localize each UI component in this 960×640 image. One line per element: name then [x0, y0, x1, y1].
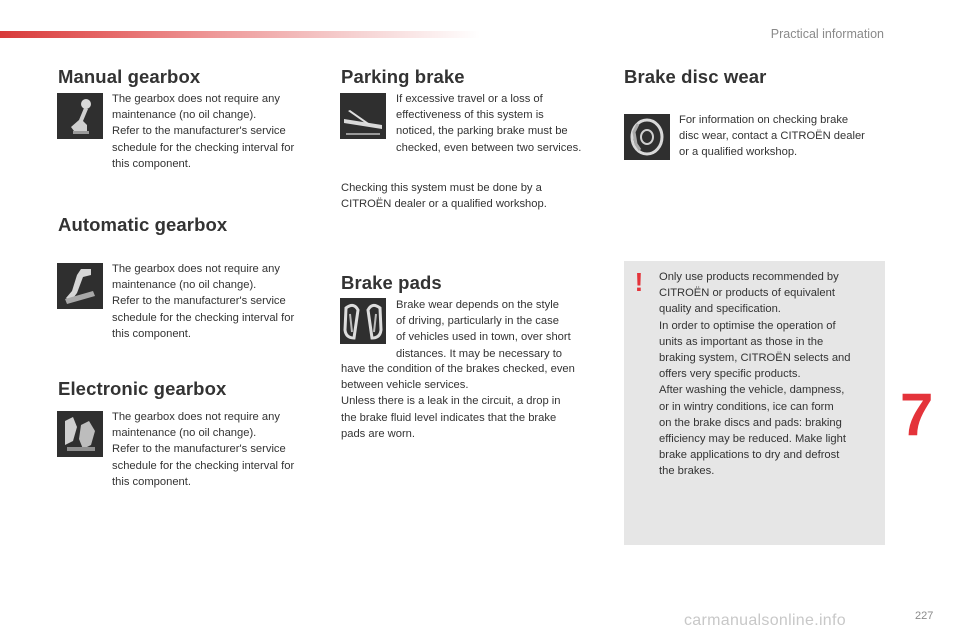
manual-gearbox-text: The gearbox does not require any maintenance (no oil change). Refer to the manufacturer's service schedule for the checking interval for this component. [112, 93, 295, 170]
parking-brake-lever-icon [340, 93, 386, 139]
brake-pads-text-beside-icon: Brake wear depends on the style of driving, particularly in the case of vehicles used in town, over short distances. It may be necessary to [396, 299, 571, 360]
automatic-gearbox-text: The gearbox does not require any maintenance (no oil change). Refer to the manufacturer's service schedule for the checking interval for this component. [112, 263, 295, 340]
chapter-number: 7 [900, 381, 934, 448]
parking-brake-checking-text: Checking this system must be done by a CITROËN dealer or a qualified workshop. [341, 182, 547, 211]
brake-disc-icon [624, 114, 670, 160]
parking-brake-text: If excessive travel or a loss of effectiveness of this system is noticed, the parking brake must be checked, even between two services. [396, 93, 582, 154]
manual-gear-lever-icon [57, 93, 103, 139]
brake-disc-wear-heading: Brake disc wear [624, 66, 767, 87]
header-accent-bar [0, 31, 480, 38]
manual-gearbox-heading: Manual gearbox [58, 66, 201, 87]
brake-disc-wear-text: For information on checking brake disc wear, contact a CITROËN dealer or a qualified workshop. [679, 114, 865, 159]
electronic-gear-selector-icon [57, 411, 103, 457]
page-number: 227 [915, 610, 934, 622]
brake-pads-heading: Brake pads [341, 272, 442, 293]
brake-pads-icon [340, 298, 386, 344]
header-section-title: Practical information [770, 27, 884, 41]
automatic-gearbox-heading: Automatic gearbox [58, 214, 228, 235]
brake-pads-text-below: have the condition of the brakes checked, even between vehicle services. Unless there is a leak in the circuit, a drop in the brake fluid level indicates that the brake pads are worn. [341, 363, 575, 440]
automatic-gear-selector-icon [57, 263, 103, 309]
parking-brake-heading: Parking brake [341, 66, 465, 87]
electronic-gearbox-text: The gearbox does not require any maintenance (no oil change). Refer to the manufacturer's service schedule for the checking interval for this component. [112, 411, 295, 488]
watermark: carmanualsonline.info [684, 612, 846, 629]
electronic-gearbox-heading: Electronic gearbox [58, 378, 227, 399]
warning-text: Only use products recommended by CITROËN or products of equivalent quality and specification. In order to optimise the operation of units as important as those in the braking system, CITROËN selects and offers very specific products. After washing the vehicle, dampness, or in wintry conditions, ice can form on the brake discs and pads: braking efficiency may be reduced. Make light brake applications to dry and defrost the brakes. [659, 271, 851, 478]
warning-exclamation-icon: ! [634, 267, 644, 297]
